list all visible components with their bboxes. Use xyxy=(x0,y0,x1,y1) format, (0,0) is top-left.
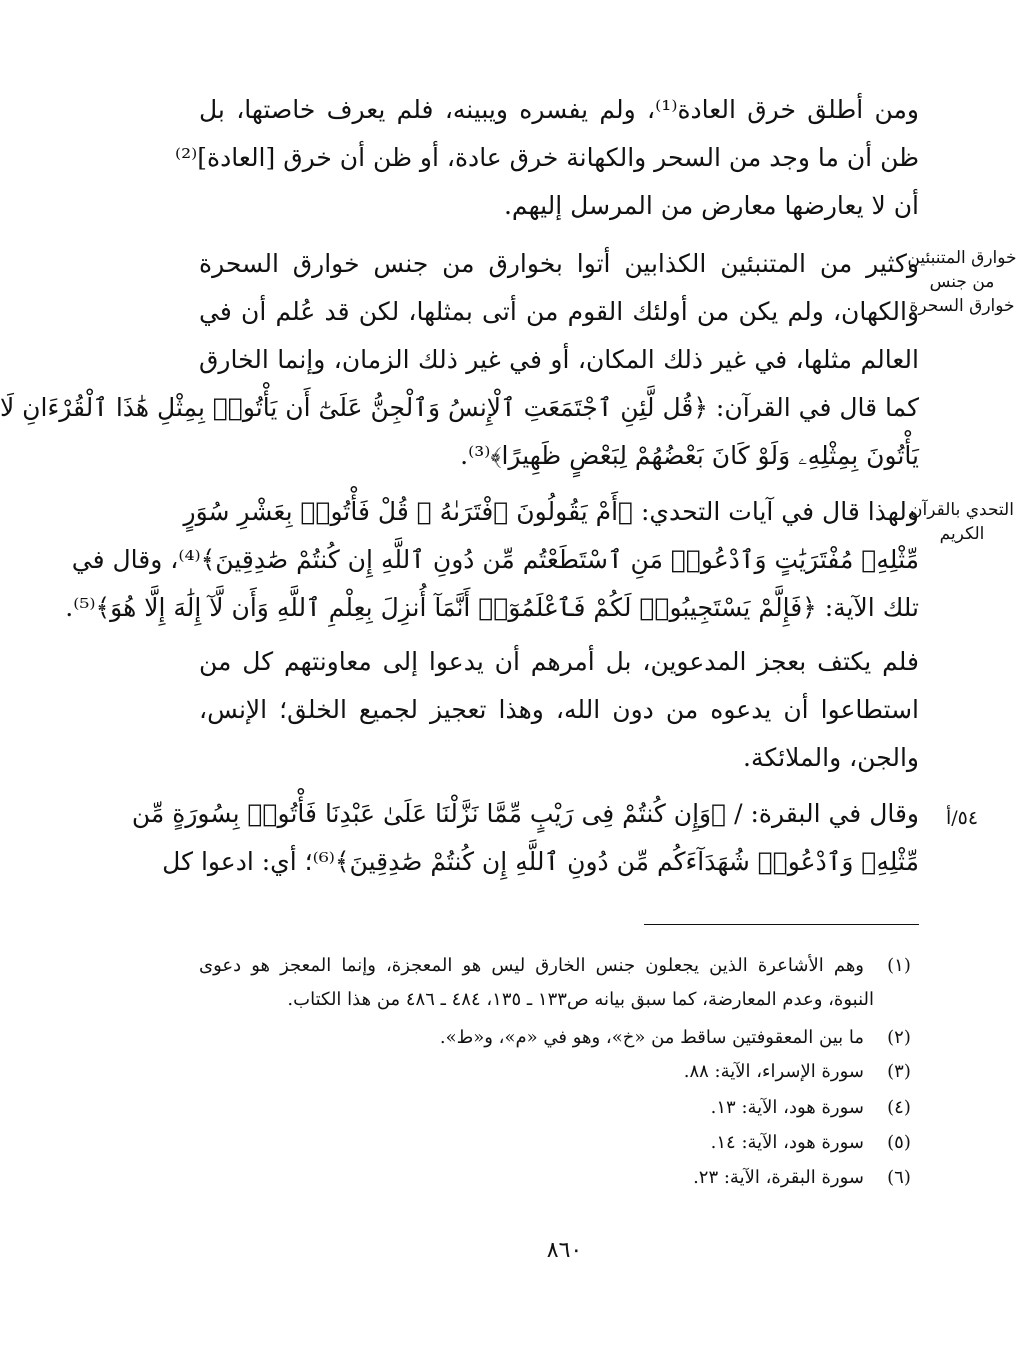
text-line: استطاعوا أن يدعوه من دون الله، وهذا تعجيز لجميع الخلق؛ الإنس، xyxy=(199,695,919,724)
text-line: ومن أطلق خرق العادة⁽¹⁾، ولم يفسره ويبينه، فلم يعرف خاصتها، بل xyxy=(199,95,920,124)
footnote xyxy=(199,1092,919,1124)
text-line: كما قال في القرآن: ﴿قُل لَّئِنِ ٱجْتَمَعَتِ ٱلْإِنسُ وَٱلْجِنُّ عَلَىٰٓ أَن يَأْتُوا۟ بِمِثْلِ هَٰذَا ٱلْقُرْءَانِ لَا xyxy=(0,393,919,422)
text-line: والجن، والملائكة. xyxy=(743,743,919,772)
margin-note: التحدي بالقرآن الكريم xyxy=(910,500,1014,544)
text-line: أن لا يعارضها معارض من المرسل إليهم. xyxy=(503,191,919,220)
page-number: ٨٦٠ xyxy=(546,1238,583,1263)
footnote xyxy=(199,1022,919,1054)
footnote-number: (٢) xyxy=(887,1027,911,1048)
footnote xyxy=(199,1056,919,1088)
footnote-continuation: النبوة، وعدم المعارضة، كما سبق بيانه ص١٣٣ ـ ١٣٥، ٤٨٤ ـ ٤٨٦ من هذا الكتاب. xyxy=(287,989,874,1010)
footnote-text: سورة هود، الآية: ١٤. xyxy=(710,1132,864,1153)
footnote-number: (٣) xyxy=(887,1061,911,1082)
footnote-number: (٤) xyxy=(887,1097,911,1118)
text-line: مِّثْلِهِۦ مُفْتَرَيَٰتٍ وَٱدْعُوا۟ مَنِ ٱسْتَطَعْتُم مِّن دُونِ ٱللَّهِ إِن كُنتُمْ صَٰدِقِينَ﴾⁽⁴⁾، وقال في xyxy=(71,545,919,574)
text-line: تلك الآية: ﴿فَإِلَّمْ يَسْتَجِيبُوا۟ لَكُمْ فَٱعْلَمُوٓا۟ أَنَّمَآ أُنزِلَ بِعِلْمِ ٱللَّهِ وَأَن لَّآ إِلَٰهَ إِلَّا هُوَ﴾⁽⁵⁾. xyxy=(65,593,919,622)
footnote-text: ما بين المعقوفتين ساقط من «خ»، وهو في «م»، و«ط». xyxy=(439,1027,864,1048)
footnote-text: سورة البقرة، الآية: ٢٣. xyxy=(693,1167,864,1188)
footnote-number: (٥) xyxy=(887,1132,911,1153)
text-line: وقال في البقرة: / ﴿وَإِن كُنتُمْ فِى رَيْبٍ مِّمَّا نَزَّلْنَا عَلَىٰ عَبْدِنَا فَأْتُوا۟ بِسُورَةٍ مِّن xyxy=(131,799,919,828)
text-line: مِّثْلِهِۦ وَٱدْعُوا۟ شُهَدَآءَكُم مِّن دُونِ ٱللَّهِ إِن كُنتُمْ صَٰدِقِينَ﴾⁽⁶⁾؛ أي: ادعوا كل xyxy=(162,847,919,876)
margin-note: خوارق المتنبئين من جنس خوارق السحرة xyxy=(907,248,1017,316)
footnote-text: وهم الأشاعرة الذين يجعلون جنس الخارق ليس هو المعجزة، وإنما المعجز هو دعوى xyxy=(199,955,864,976)
text-line: ولهذا قال في آيات التحدي: ﴿أَمْ يَقُولُونَ ٱفْتَرَىٰهُ ۖ قُلْ فَأْتُوا۟ بِعَشْرِ سُوَرٍ xyxy=(183,497,919,526)
manuscript-folio-marker: ٥٤/أ xyxy=(945,807,979,829)
footnote-text: سورة هود، الآية: ١٣. xyxy=(710,1097,864,1118)
footnote-number: (١) xyxy=(887,955,911,976)
footnote xyxy=(199,950,919,982)
footnote-number: (٦) xyxy=(887,1167,911,1188)
text-line: يَأْتُونَ بِمِثْلِهِۦ وَلَوْ كَانَ بَعْضُهُمْ لِبَعْضٍ ظَهِيرًا﴾⁽³⁾. xyxy=(460,441,919,470)
text-line: ظن أن ما وجد من السحر والكهانة خرق عادة، أو ظن أن خرق [العادة]⁽²⁾ xyxy=(174,143,919,172)
text-line: والكهان، ولم يكن من أولئك القوم من أتى بمثلها، لكن قد عُلم أن في xyxy=(199,297,919,326)
footnote xyxy=(199,1162,919,1194)
footnote-divider xyxy=(644,924,919,925)
footnote-text: سورة الإسراء، الآية: ٨٨. xyxy=(683,1061,864,1082)
text-line: العالم مثلها، في غير ذلك المكان، أو في غير ذلك الزمان، وإنما الخارق xyxy=(199,345,919,374)
text-line: فلم يكتف بعجز المدعوين، بل أمرهم أن يدعوا إلى معاونتهم كل من xyxy=(199,647,919,676)
text-line: وكثير من المتنبئين الكذابين أتوا بخوارق من جنس خوارق السحرة xyxy=(199,249,919,278)
footnote xyxy=(199,1127,919,1159)
